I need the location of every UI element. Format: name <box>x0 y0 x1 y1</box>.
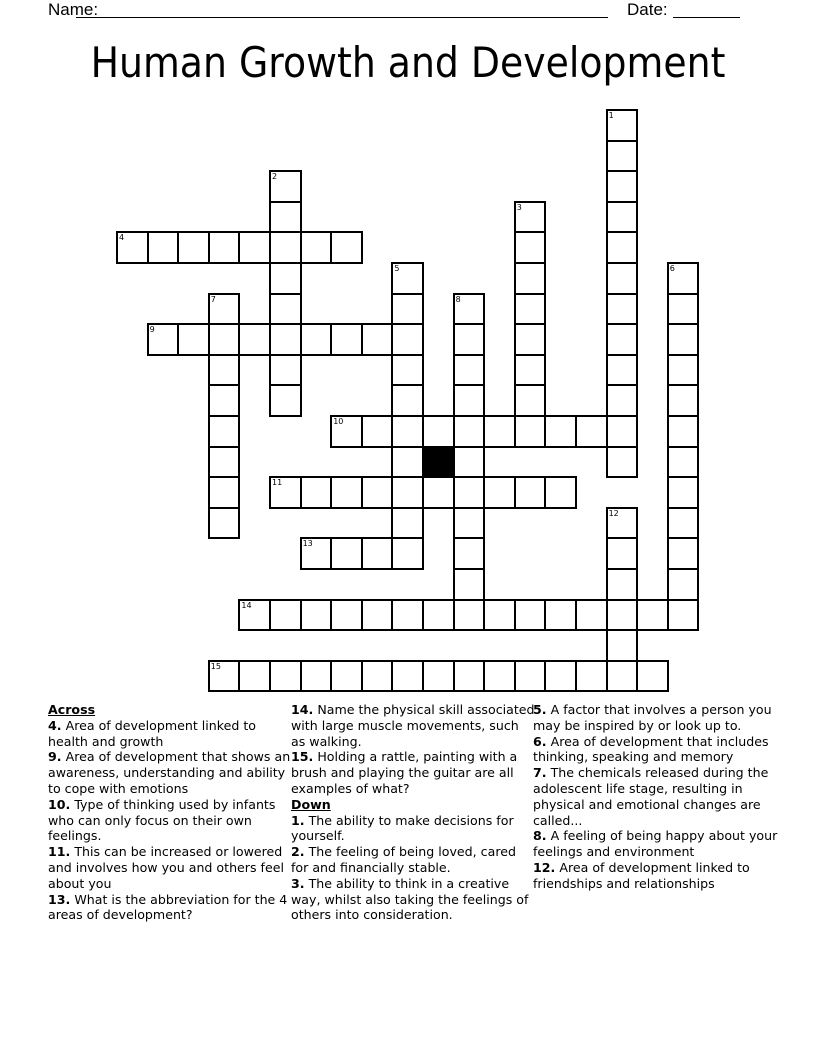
grid-cell[interactable] <box>667 323 700 356</box>
grid-cell[interactable] <box>606 415 639 448</box>
grid-cell[interactable] <box>606 537 639 570</box>
grid-cell[interactable] <box>361 599 394 632</box>
grid-cell[interactable] <box>269 599 302 632</box>
grid-cell[interactable] <box>208 323 241 356</box>
clue-number: 13. <box>48 891 71 907</box>
grid-cell[interactable] <box>391 262 424 295</box>
clue-down-8 <box>533 828 778 860</box>
grid-cell[interactable] <box>391 660 424 693</box>
grid-cell[interactable] <box>330 599 363 632</box>
grid-cell[interactable] <box>453 599 486 632</box>
grid-cell[interactable] <box>147 231 180 264</box>
grid-cell[interactable] <box>453 507 486 540</box>
grid-cell[interactable] <box>422 599 455 632</box>
grid-cell[interactable] <box>238 599 271 632</box>
grid-cell[interactable] <box>238 323 271 356</box>
grid-cell[interactable] <box>330 415 363 448</box>
grid-cell[interactable] <box>391 599 424 632</box>
clue-text: This can be increased or lowered and involves how you and others feel about you <box>48 844 284 891</box>
clue-number: 7. <box>533 765 547 781</box>
clue-number: 11. <box>48 844 71 860</box>
grid-cell[interactable] <box>330 231 363 264</box>
grid-cell[interactable] <box>422 476 455 509</box>
clue-text: A factor that involves a person you may be inspired by or look up to. <box>533 702 772 733</box>
grid-cell[interactable] <box>667 384 700 417</box>
grid-cell[interactable] <box>606 262 639 295</box>
grid-cell[interactable] <box>453 415 486 448</box>
grid-cell[interactable] <box>514 293 547 326</box>
grid-cell[interactable] <box>361 323 394 356</box>
clue-number: 8. <box>533 828 547 844</box>
grid-cell[interactable] <box>269 660 302 693</box>
clue-number-label: 4 <box>119 233 125 243</box>
grid-cell[interactable] <box>544 599 577 632</box>
clue-number-label: 7 <box>210 294 216 304</box>
clue-text: Area of development that includes thinking, speaking and memory <box>533 733 769 765</box>
clue-number-label: 2 <box>272 172 278 182</box>
clue-number-label: 14 <box>241 600 252 610</box>
clue-number-label: 12 <box>608 508 619 518</box>
grid-cell[interactable] <box>300 476 333 509</box>
clue-down-1 <box>291 813 536 845</box>
grid-cell[interactable] <box>514 354 547 387</box>
name-field[interactable] <box>76 0 608 18</box>
clue-across-15 <box>291 749 536 796</box>
grid-cell[interactable] <box>208 660 241 693</box>
grid-cell[interactable] <box>422 660 455 693</box>
page-title: Human Growth and Development <box>90 38 726 87</box>
grid-cell[interactable] <box>606 384 639 417</box>
grid-cell[interactable] <box>544 660 577 693</box>
clue-number: 15. <box>291 749 314 765</box>
grid-cell[interactable] <box>453 476 486 509</box>
clue-number-label: 13 <box>302 539 313 549</box>
clue-text: Name the physical skill associated with large muscle movements, such as walking. <box>291 702 535 749</box>
grid-cell[interactable] <box>300 537 333 570</box>
clue-down-12 <box>533 860 778 892</box>
grid-cell[interactable] <box>514 323 547 356</box>
grid-cell[interactable] <box>208 231 241 264</box>
grid-cell[interactable] <box>391 384 424 417</box>
clue-text: The ability to think in a creative way, whilst also taking the feelings of others into consideration. <box>291 875 529 923</box>
grid-cell[interactable] <box>667 537 700 570</box>
grid-cell[interactable] <box>514 660 547 693</box>
grid-cell[interactable] <box>606 446 639 479</box>
grid-cell[interactable] <box>453 323 486 356</box>
grid-cell[interactable] <box>361 415 394 448</box>
clue-number: 12. <box>533 859 556 875</box>
clue-number: 1. <box>291 812 305 828</box>
grid-cell[interactable] <box>269 293 302 326</box>
grid-cell[interactable] <box>269 231 302 264</box>
grid-cell[interactable] <box>575 599 608 632</box>
down-heading: Down <box>291 796 331 812</box>
clues-column-3 <box>533 702 778 892</box>
grid-cell[interactable] <box>269 476 302 509</box>
grid-cell[interactable] <box>606 323 639 356</box>
clue-number-label: 5 <box>394 264 400 273</box>
grid-cell[interactable] <box>667 415 700 448</box>
clue-text: A feeling of being happy about your feelings and environment <box>533 828 778 860</box>
grid-cell[interactable] <box>300 599 333 632</box>
grid-cell[interactable] <box>361 476 394 509</box>
clue-text: Type of thinking used by infants who can only focus on their own feelings. <box>48 796 276 844</box>
grid-cell[interactable] <box>483 415 516 448</box>
grid-cell[interactable] <box>606 660 639 693</box>
clue-text: The feeling of being loved, cared for and financially stable. <box>291 844 516 875</box>
grid-cell[interactable] <box>330 476 363 509</box>
grid-cell[interactable] <box>667 476 700 509</box>
grid-cell[interactable] <box>606 629 639 662</box>
clue-number: 6. <box>533 733 547 749</box>
grid-cell[interactable] <box>453 446 486 479</box>
grid-cell[interactable] <box>330 660 363 693</box>
grid-cell[interactable] <box>269 323 302 356</box>
clue-text: The ability to make decisions for yourself. <box>291 812 514 844</box>
name-label: Name: <box>48 0 99 19</box>
grid-cell[interactable] <box>606 231 639 264</box>
black-cell <box>422 446 455 479</box>
grid-cell[interactable] <box>238 660 271 693</box>
grid-cell[interactable] <box>453 537 486 570</box>
grid-cell[interactable] <box>208 446 241 479</box>
grid-cell[interactable] <box>391 293 424 326</box>
grid-cell[interactable] <box>667 262 700 295</box>
clue-number-label: 11 <box>272 478 283 488</box>
grid-cell[interactable] <box>483 476 516 509</box>
grid-cell[interactable] <box>208 476 241 509</box>
clue-number-label: 8 <box>455 294 461 304</box>
grid-cell[interactable] <box>667 568 700 601</box>
clue-number: 10. <box>48 796 71 812</box>
clue-number-label: 3 <box>516 202 522 212</box>
clue-number: 5. <box>533 702 547 717</box>
clues-column-2 <box>291 702 536 923</box>
clue-across-9 <box>48 749 293 796</box>
grid-cell[interactable] <box>147 323 180 356</box>
grid-cell[interactable] <box>514 201 547 234</box>
clue-number: 4. <box>48 717 62 733</box>
clue-across-13 <box>48 892 293 924</box>
clue-across-4 <box>48 718 293 750</box>
grid-cell[interactable] <box>269 170 302 203</box>
clue-number: 3. <box>291 875 305 891</box>
grid-cell[interactable] <box>667 354 700 387</box>
clue-number: 14. <box>291 702 314 717</box>
clue-number: 9. <box>48 749 62 765</box>
grid-cell[interactable] <box>208 384 241 417</box>
grid-cell[interactable] <box>606 140 639 173</box>
clue-down-2 <box>291 844 536 876</box>
clue-down-6 <box>533 734 778 766</box>
grid-cell[interactable] <box>575 415 608 448</box>
grid-cell[interactable] <box>208 293 241 326</box>
clue-number-label: 6 <box>669 264 675 273</box>
grid-cell[interactable] <box>667 293 700 326</box>
clue-text: Area of development linked to health and growth <box>48 717 256 749</box>
grid-cell[interactable] <box>330 537 363 570</box>
grid-cell[interactable] <box>300 231 333 264</box>
grid-cell[interactable] <box>453 354 486 387</box>
grid-cell[interactable] <box>606 599 639 632</box>
clue-across-11 <box>48 844 293 891</box>
clue-across-10 <box>48 797 293 844</box>
grid-cell[interactable] <box>269 201 302 234</box>
date-field[interactable] <box>673 0 740 18</box>
grid-cell[interactable] <box>514 476 547 509</box>
grid-cell[interactable] <box>300 323 333 356</box>
grid-cell[interactable] <box>636 660 669 693</box>
clues-column-1 <box>48 702 293 923</box>
grid-cell[interactable] <box>391 537 424 570</box>
grid-cell[interactable] <box>667 599 700 632</box>
clue-down-7 <box>533 765 778 828</box>
grid-cell[interactable] <box>177 323 210 356</box>
grid-cell[interactable] <box>391 354 424 387</box>
clue-text: Area of development that shows an awareness, understanding and ability to cope with emotions <box>48 749 291 796</box>
clue-text: What is the abbreviation for the 4 areas of development? <box>48 891 288 923</box>
grid-cell[interactable] <box>667 446 700 479</box>
grid-cell[interactable] <box>300 660 333 693</box>
grid-cell[interactable] <box>483 599 516 632</box>
grid-cell[interactable] <box>391 323 424 356</box>
grid-cell[interactable] <box>453 568 486 601</box>
grid-cell[interactable] <box>544 476 577 509</box>
grid-cell[interactable] <box>606 293 639 326</box>
grid-cell[interactable] <box>606 109 639 142</box>
clue-across-14 <box>291 702 536 749</box>
clue-number-label: 15 <box>210 661 221 671</box>
grid-cell[interactable] <box>544 415 577 448</box>
clue-number-label: 9 <box>149 325 155 335</box>
grid-cell[interactable] <box>208 354 241 387</box>
grid-cell[interactable] <box>606 507 639 540</box>
grid-cell[interactable] <box>514 415 547 448</box>
grid-cell[interactable] <box>667 507 700 540</box>
grid-cell[interactable] <box>208 415 241 448</box>
clue-number: 2. <box>291 844 305 860</box>
grid-cell[interactable] <box>391 446 424 479</box>
grid-cell[interactable] <box>514 599 547 632</box>
grid-cell[interactable] <box>575 660 608 693</box>
grid-cell[interactable] <box>514 231 547 264</box>
grid-cell[interactable] <box>606 201 639 234</box>
grid-cell[interactable] <box>483 660 516 693</box>
grid-cell[interactable] <box>514 384 547 417</box>
grid-cell[interactable] <box>391 415 424 448</box>
grid-cell[interactable] <box>453 384 486 417</box>
clue-text: The chemicals released during the adolescent life stage, resulting in physical and emotional changes are called... <box>533 765 769 828</box>
clue-text: Area of development linked to friendships and relationships <box>533 859 750 891</box>
grid-cell[interactable] <box>238 231 271 264</box>
grid-cell[interactable] <box>453 660 486 693</box>
grid-cell[interactable] <box>391 476 424 509</box>
grid-cell[interactable] <box>116 231 149 264</box>
grid-cell[interactable] <box>361 537 394 570</box>
clue-number-label: 10 <box>333 417 344 426</box>
grid-cell[interactable] <box>453 293 486 326</box>
grid-cell[interactable] <box>606 354 639 387</box>
grid-cell[interactable] <box>177 231 210 264</box>
clue-text: Holding a rattle, painting with a brush and playing the guitar are all examples of what? <box>291 749 518 796</box>
grid-cell[interactable] <box>269 262 302 295</box>
clue-number-label: 1 <box>608 111 614 120</box>
grid-cell[interactable] <box>422 415 455 448</box>
date-label: Date: <box>627 0 668 19</box>
across-heading: Across <box>48 702 96 717</box>
grid-cell[interactable] <box>330 323 363 356</box>
grid-cell[interactable] <box>514 262 547 295</box>
grid-cell[interactable] <box>269 384 302 417</box>
grid-cell[interactable] <box>606 568 639 601</box>
grid-cell[interactable] <box>208 507 241 540</box>
grid-cell[interactable] <box>391 507 424 540</box>
grid-cell[interactable] <box>606 170 639 203</box>
clue-down-5 <box>533 702 778 734</box>
grid-cell[interactable] <box>636 599 669 632</box>
grid-cell[interactable] <box>361 660 394 693</box>
grid-cell[interactable] <box>269 354 302 387</box>
clue-down-3 <box>291 876 536 923</box>
